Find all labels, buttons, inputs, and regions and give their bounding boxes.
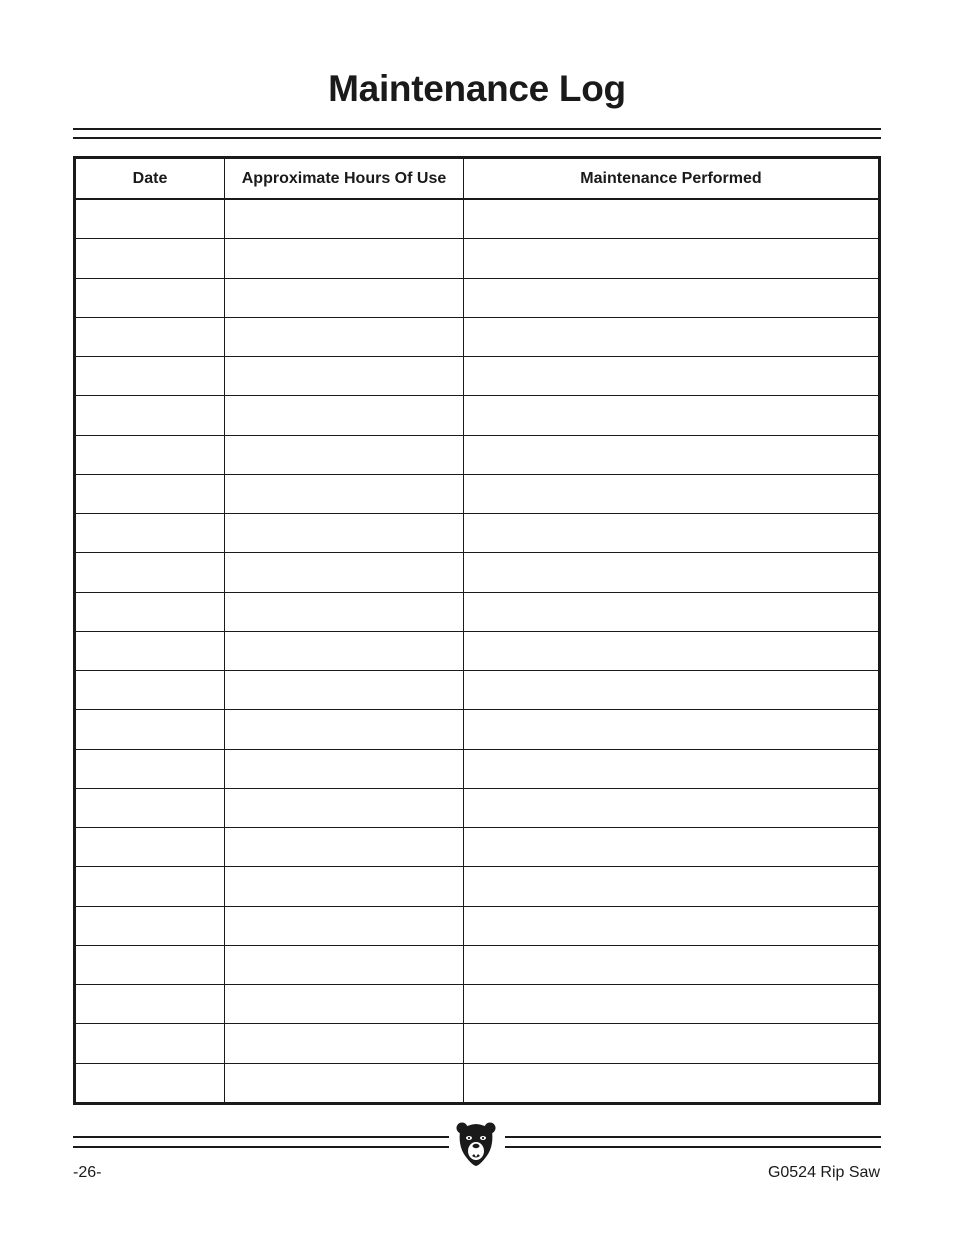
hours-cell [225,1063,464,1103]
date-cell [75,435,225,474]
table-row [75,514,880,553]
maintenance-log-table [73,156,881,1105]
date-cell [75,788,225,827]
maintenance-cell [464,631,880,670]
footer-rule-right-bottom [505,1146,881,1148]
date-cell [75,317,225,356]
date-cell [75,278,225,317]
date-cell [75,906,225,945]
table-row [75,435,880,474]
hours-cell [225,906,464,945]
maintenance-cell [464,671,880,710]
header-rule-bottom [73,137,881,139]
hours-cell [225,474,464,513]
hours-cell [225,396,464,435]
footer-rule-right-top [505,1136,881,1138]
table-row [75,317,880,356]
date-cell [75,828,225,867]
maintenance-cell [464,592,880,631]
maintenance-cell [464,435,880,474]
date-cell [75,985,225,1024]
maintenance-column-header: Maintenance Performed [464,158,880,200]
maintenance-cell [464,867,880,906]
hours-cell [225,631,464,670]
maintenance-cell [464,1024,880,1063]
table-row [75,945,880,984]
maintenance-cell [464,553,880,592]
maintenance-cell [464,945,880,984]
log-table-body [75,199,880,1104]
table-row [75,357,880,396]
hours-cell [225,317,464,356]
hours-cell [225,514,464,553]
table-row [75,749,880,788]
table-row [75,1063,880,1103]
date-cell [75,199,225,239]
date-cell [75,945,225,984]
table-row [75,710,880,749]
hours-cell [225,749,464,788]
table-row [75,828,880,867]
table-row [75,906,880,945]
date-cell [75,867,225,906]
date-cell [75,514,225,553]
maintenance-cell [464,828,880,867]
date-column-header: Date [75,158,225,200]
date-cell [75,474,225,513]
hours-cell [225,788,464,827]
table-row [75,1024,880,1063]
page-number: -26- [73,1164,102,1181]
hours-cell [225,945,464,984]
date-cell [75,592,225,631]
date-cell [75,671,225,710]
model-label: G0524 Rip Saw [767,1164,880,1181]
date-cell [75,239,225,278]
maintenance-cell [464,199,880,239]
maintenance-cell [464,514,880,553]
hours-cell [225,828,464,867]
table-row [75,985,880,1024]
date-cell [75,357,225,396]
header-rule-top [73,128,881,130]
table-row [75,474,880,513]
hours-cell [225,592,464,631]
table-row [75,396,880,435]
date-cell [75,1063,225,1103]
hours-cell [225,199,464,239]
date-cell [75,710,225,749]
hours-cell [225,985,464,1024]
maintenance-cell [464,317,880,356]
maintenance-cell [464,710,880,749]
table-row [75,278,880,317]
hours-cell [225,435,464,474]
date-cell [75,396,225,435]
table-row [75,631,880,670]
maintenance-cell [464,239,880,278]
maintenance-cell [464,396,880,435]
table-row [75,788,880,827]
maintenance-cell [464,788,880,827]
hours-cell [225,671,464,710]
hours-cell [225,710,464,749]
maintenance-cell [464,278,880,317]
page-title: Maintenance Log [328,68,626,109]
maintenance-cell [464,1063,880,1103]
table-row [75,671,880,710]
bear-head-icon [456,1121,496,1167]
table-header-row [75,158,880,200]
maintenance-cell [464,474,880,513]
hours-cell [225,357,464,396]
table-row [75,592,880,631]
footer-rule-left-top [73,1136,449,1138]
table-row [75,239,880,278]
hours-cell [225,1024,464,1063]
maintenance-cell [464,749,880,788]
maintenance-cell [464,357,880,396]
hours-column-header: Approximate Hours Of Use [225,158,464,200]
date-cell [75,1024,225,1063]
table-row [75,867,880,906]
hours-cell [225,867,464,906]
hours-cell [225,553,464,592]
table-row [75,553,880,592]
date-cell [75,749,225,788]
table-row [75,199,880,239]
date-cell [75,553,225,592]
maintenance-cell [464,985,880,1024]
date-cell [75,631,225,670]
maintenance-cell [464,906,880,945]
hours-cell [225,239,464,278]
footer-rule-left-bottom [73,1146,449,1148]
hours-cell [225,278,464,317]
